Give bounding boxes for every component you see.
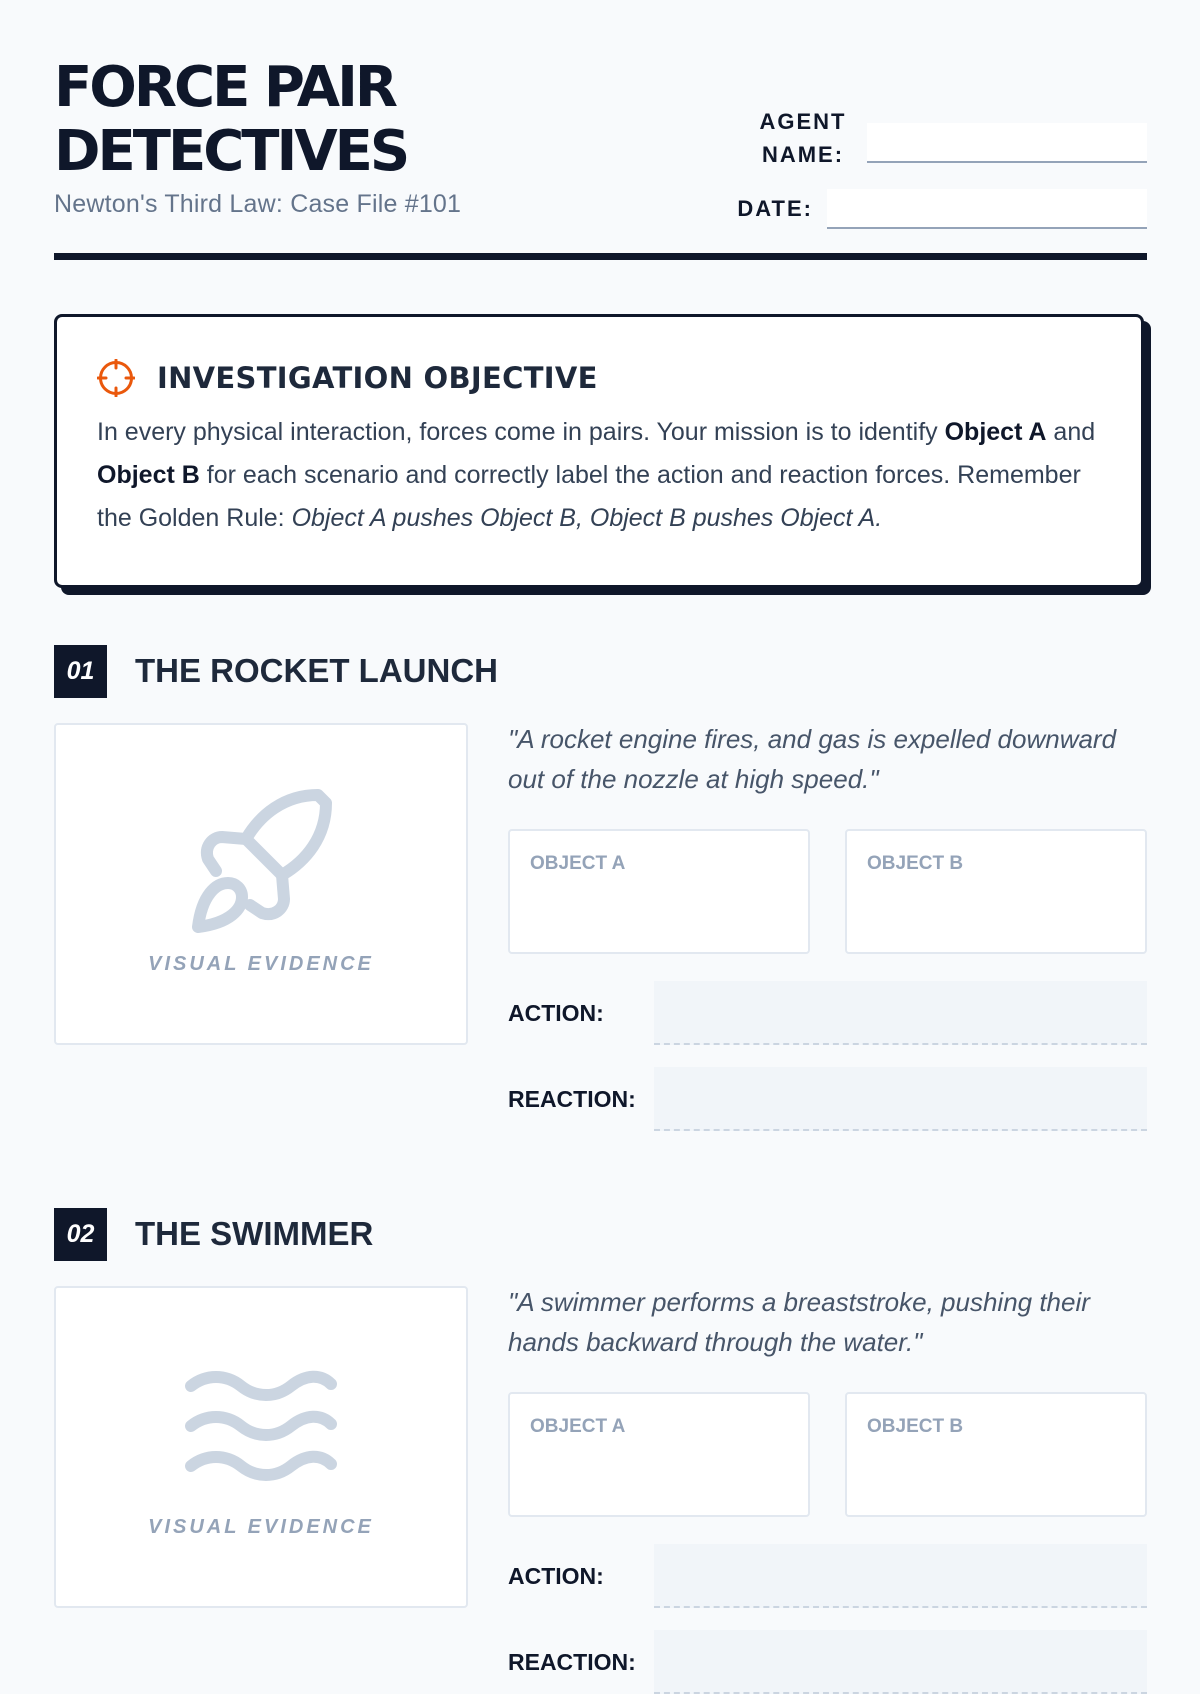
visual-evidence-panel: [54, 723, 468, 1045]
case-number-badge: 02: [54, 1208, 107, 1261]
scenario-quote: "A rocket engine fires, and gas is expelled downward out of the nozzle at high speed.": [508, 724, 1117, 794]
reaction-field[interactable]: [654, 1630, 1147, 1694]
object-b-field[interactable]: [845, 829, 1147, 954]
rocket-icon: [186, 785, 336, 935]
object-boxes: [508, 829, 1147, 954]
objective-card: [54, 314, 1144, 588]
date-label: DATE:: [737, 196, 813, 221]
objective-bold-object-a: Object A: [944, 418, 1047, 446]
case-header: [54, 644, 1147, 698]
action-row: [508, 981, 1147, 1045]
reaction-label: REACTION:: [508, 1648, 636, 1675]
header-divider: [54, 253, 1147, 260]
action-label: ACTION:: [508, 1562, 604, 1589]
case-file-subtitle: Newton's Third Law: Case File #101: [54, 190, 462, 218]
worksheet-page: [54, 0, 1147, 1675]
objective-text-part-2: and: [1046, 418, 1096, 446]
date-field[interactable]: [827, 189, 1147, 229]
objective-text: [97, 411, 1101, 540]
objective-text-part-3: for each scenario and correctly label the action and reaction forces. Remember the Golden Rule:: [97, 461, 1081, 532]
case-header: [54, 1207, 1147, 1261]
visual-evidence-label: VISUAL EVIDENCE: [148, 1516, 374, 1538]
object-a-field[interactable]: [508, 829, 810, 954]
case-response-area: [508, 719, 1147, 1131]
action-label: ACTION:: [508, 999, 604, 1026]
worksheet-header: [54, 0, 1147, 262]
object-a-label: OBJECT A: [530, 1416, 626, 1437]
visual-evidence-label: VISUAL EVIDENCE: [148, 953, 374, 975]
case-section-swimmer: [54, 1207, 1147, 1675]
visual-evidence-panel: [54, 1286, 468, 1608]
objective-text-part-1: In every physical interaction, forces come in pairs. Your mission is to identify: [97, 418, 945, 446]
agent-name-row: [737, 105, 1147, 171]
objective-bold-object-b: Object B: [97, 461, 200, 489]
agent-name-field[interactable]: [867, 123, 1147, 163]
date-row: [737, 189, 1147, 229]
reaction-field[interactable]: [654, 1067, 1147, 1131]
case-title: THE SWIMMER: [135, 1215, 374, 1252]
action-field[interactable]: [654, 1544, 1147, 1608]
case-title: THE ROCKET LAUNCH: [135, 652, 498, 689]
case-response-area: [508, 1282, 1147, 1694]
object-b-field[interactable]: [845, 1392, 1147, 1517]
objective-golden-rule: Object A pushes Object B, Object B pushes Object A.: [291, 504, 883, 532]
title-line-1: FORCE PAIR: [54, 55, 396, 120]
reaction-row: [508, 1067, 1147, 1131]
case-section-rocket: [54, 644, 1147, 1112]
objective-header: [97, 359, 1101, 397]
scenario-quote: "A swimmer performs a breaststroke, pushing their hands backward through the water.": [508, 1287, 1090, 1357]
reaction-row: [508, 1630, 1147, 1694]
water-waves-icon: [181, 1366, 341, 1486]
objective-title: INVESTIGATION OBJECTIVE: [157, 361, 598, 395]
object-a-field[interactable]: [508, 1392, 810, 1517]
agent-name-label: AGENT NAME:: [759, 109, 847, 167]
object-b-label: OBJECT B: [867, 1416, 964, 1437]
title-line-2: DETECTIVES: [54, 119, 408, 184]
reaction-label: REACTION:: [508, 1085, 636, 1112]
object-b-label: OBJECT B: [867, 853, 964, 874]
target-icon: [97, 359, 135, 397]
object-a-label: OBJECT A: [530, 853, 626, 874]
object-boxes: [508, 1392, 1147, 1517]
page-title: [54, 56, 407, 184]
action-field[interactable]: [654, 981, 1147, 1045]
case-number-badge: 01: [54, 645, 107, 698]
action-row: [508, 1544, 1147, 1608]
agent-info-block: [737, 105, 1147, 229]
